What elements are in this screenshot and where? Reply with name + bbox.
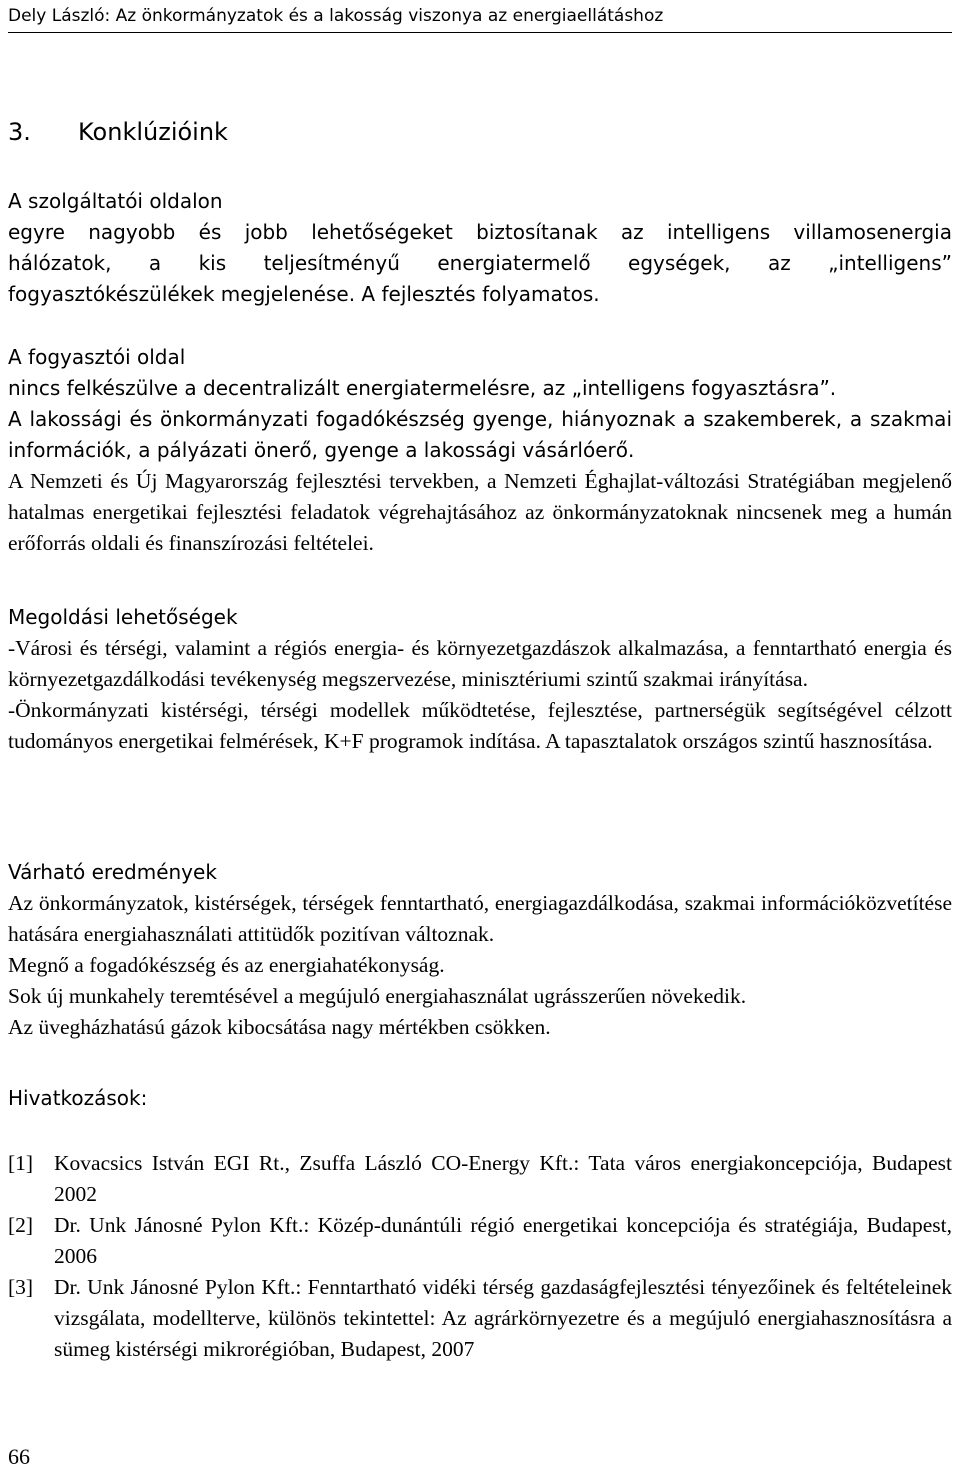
reference-text: Dr. Unk Jánosné Pylon Kft.: Fenntartható vidéki térség gazdaságfejlesztési tényezőinek és feltételeinek vizsgálata, modellterve, különös tekintettel: Az agrárkörnyezetre és a megújuló energiahasznosításra a sümeg kistérségi mikrorégióban, Budapest, 2007 [54, 1275, 952, 1361]
reference-number: [2] [8, 1213, 34, 1237]
provider-block [8, 186, 952, 310]
results-line-1: Az önkormányzatok, kistérségek, térségek fenntartható, energiagazdálkodása, szakmai információközvetítése hatására energiahasználati attitüdők pozitívan változnak. [8, 891, 952, 946]
results-block [8, 857, 952, 1043]
provider-line-3: fogyasztókészülékek megjelenése. A fejlesztés folyamatos. [8, 282, 600, 306]
consumer-heading: A fogyasztói oldal [8, 345, 186, 369]
provider-line-2: hálózatok, a kis teljesítményű energiatermelő egységek, az „intelligens” [8, 251, 952, 275]
reference-item [8, 1272, 952, 1365]
reference-text: Kovacsics István EGI Rt., Zsuffa László CO-Energy Kft.: Tata város energiakoncepciója, Budapest 2002 [54, 1151, 952, 1206]
results-line-2: Megnő a fogadókészség és az energiahatékonyság. [8, 953, 445, 977]
consumer-para-1: nincs felkészülve a decentralizált energiatermelésre, az „intelligens fogyasztásra”. [8, 376, 837, 400]
solutions-item-2: -Önkormányzati kistérségi, térségi modellek működtetése, fejlesztése, partnerségük segítségével célzott tudományos energetikai felmérések, K+F programok indítása. A tapasztalatok országos szintű hasznosítása. [8, 698, 952, 753]
section-title-text: Konklúzióink [78, 118, 228, 146]
provider-heading: A szolgáltatói oldalon [8, 189, 223, 213]
running-header: Dely László: Az önkormányzatok és a lakosság viszonya az energiaellátáshoz [8, 4, 952, 33]
consumer-block [8, 342, 952, 559]
reference-number: [3] [8, 1275, 34, 1299]
reference-item [8, 1210, 952, 1272]
solutions-item-1: -Városi és térségi, valamint a régiós energia- és környezetgazdászok alkalmazása, a fenntartható energia és környezetgazdálkodási tevékenység megszervezése, minisztériumi szintű szakmai irányítása. [8, 636, 952, 691]
references-heading: Hivatkozások: [8, 1086, 148, 1110]
results-heading: Várható eredmények [8, 860, 217, 884]
reference-item [8, 1148, 952, 1210]
results-line-4: Az üvegházhatású gázok kibocsátása nagy mértékben csökken. [8, 1015, 551, 1039]
page-number: 66 [8, 1444, 30, 1469]
provider-line-1: egyre nagyobb és jobb lehetőségeket biztosítanak az intelligens villamosenergia [8, 220, 952, 244]
solutions-heading: Megoldási lehetőségek [8, 605, 238, 629]
references-list [8, 1148, 952, 1365]
solutions-block [8, 602, 952, 757]
consumer-para-3: A Nemzeti és Új Magyarország fejlesztési tervekben, a Nemzeti Éghajlat-változási Stratégiában megjelenő hatalmas energetikai fejlesztési feladatok végrehajtásához az önkormányzatoknak nincsenek meg a humán erőforrás oldali és finanszírozási feltételei. [8, 469, 952, 555]
reference-number: [1] [8, 1151, 34, 1175]
reference-text: Dr. Unk Jánosné Pylon Kft.: Közép-dunántúli régió energetikai koncepciója és stratégiája, Budapest, 2006 [54, 1213, 952, 1268]
section-number: 3. [8, 118, 31, 146]
references-heading-block [8, 1083, 952, 1114]
results-line-3: Sok új munkahely teremtésével a megújuló energiahasználat ugrásszerűen növekedik. [8, 984, 747, 1008]
consumer-para-2: A lakossági és önkormányzati fogadókészség gyenge, hiányoznak a szakemberek, a szakmai információk, a pályázati önerő, gyenge a lakossági vásárlóerő. [8, 407, 952, 462]
section-title [8, 116, 228, 148]
